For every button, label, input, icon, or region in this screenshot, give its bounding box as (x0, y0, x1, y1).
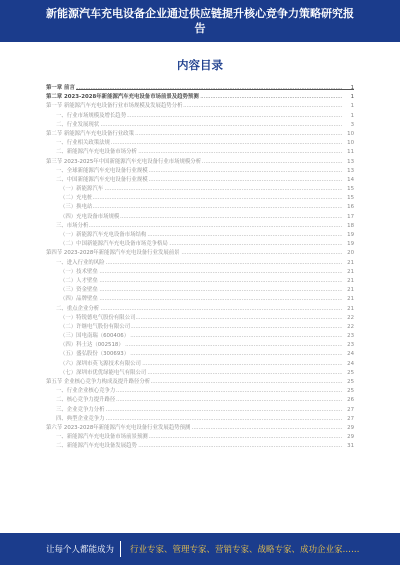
toc-entry[interactable] (46, 268, 354, 277)
report-header (0, 0, 400, 42)
toc-entry-page: 22 (347, 323, 354, 330)
toc-entry[interactable] (46, 194, 354, 203)
toc-entry[interactable] (46, 286, 354, 295)
toc-entry-label: 第二节 新能源汽车充电设备行业政策 (46, 130, 134, 137)
toc-entry[interactable] (46, 442, 354, 451)
toc-entry-page: 21 (347, 268, 354, 275)
toc-entry-label: 一、新能源汽车充电设备市场前景预测 (56, 434, 148, 441)
toc-entry-label: 二、重点企业分析 (56, 305, 100, 312)
toc-entry-page: 26 (347, 397, 354, 404)
toc-entry[interactable] (46, 222, 354, 231)
toc-entry[interactable] (46, 332, 354, 341)
toc-entry-page: 18 (347, 222, 354, 229)
toc-entry[interactable] (46, 112, 354, 121)
table-of-contents (46, 84, 354, 452)
toc-entry-label: （一）技术壁垒 (60, 268, 98, 275)
toc-entry-label: 第六节 2023-2028年新能源汽车充电设备行业发展趋势预测 (46, 424, 191, 431)
toc-entry-page: 21 (347, 277, 354, 284)
report-title-line-1: 新能源汽车充电设备企业通过供应链提升核心竞争力策略研究报 (46, 7, 354, 20)
toc-entry-page: 29 (347, 434, 354, 441)
toc-entry-label: （二）许继电气股份有限公司 (60, 323, 131, 330)
toc-entry-label: 二、中国新能源汽车充电设备行业规模 (56, 176, 148, 183)
toc-entry-page: 25 (347, 379, 354, 385)
toc-entry[interactable] (46, 240, 354, 249)
toc-entry-page: 15 (347, 195, 354, 202)
toc-entry[interactable] (46, 213, 354, 222)
toc-entry-page: 25 (347, 369, 354, 376)
toc-entry[interactable] (46, 433, 354, 442)
footer-expert-list: 行业专家、管理专家、营销专家、战略专家、成功企业家…… (130, 545, 360, 555)
toc-entry[interactable] (46, 360, 354, 369)
toc-entry-label: 一、行业企业核心竞争力 (56, 388, 116, 395)
toc-entry[interactable] (46, 203, 354, 212)
toc-entry-page: 29 (347, 424, 354, 431)
toc-entry-label: （三）国电南瑞（600406） (60, 333, 130, 340)
toc-entry-label: （二）人才壁垒 (60, 277, 98, 284)
toc-entry-page: 10 (347, 130, 354, 137)
toc-entry-label: 第一节 新能源汽车充电设备行业市场规模及发展趋势分析 (46, 103, 183, 110)
toc-entry-label: 一、行业市场规模及增长趋势 (56, 112, 127, 119)
toc-entry-page: 14 (347, 176, 354, 183)
toc-title: 内容目录 (177, 58, 223, 72)
toc-entry-page: 1 (350, 103, 354, 110)
toc-entry-page: 15 (347, 186, 354, 193)
toc-entry-label: 第五节 企业核心竞争力构成及提升路径分析 (46, 379, 151, 385)
toc-entry-label: （六）深圳市英飞源技术有限公司 (60, 360, 141, 367)
toc-entry-label: 一、全球新能源汽车充电设备行业规模 (56, 167, 148, 174)
toc-entry-page: 1 (350, 94, 354, 101)
toc-entry[interactable] (46, 259, 354, 268)
toc-entry-page: 24 (347, 360, 354, 367)
toc-entry[interactable] (46, 424, 354, 433)
toc-entry[interactable] (46, 102, 354, 111)
toc-entry[interactable] (46, 121, 354, 130)
toc-entry-label: 二、核心竞争力提升路径 (56, 397, 116, 404)
toc-entry-page: 1 (350, 112, 354, 119)
toc-entry[interactable] (46, 369, 354, 378)
toc-entry-page: 24 (347, 351, 354, 358)
toc-entry[interactable] (46, 378, 354, 387)
footer-separator (120, 541, 121, 557)
toc-entry-page: 25 (347, 388, 354, 395)
toc-entry-page: 19 (347, 241, 354, 248)
toc-entry[interactable] (46, 350, 354, 359)
toc-entry-label: 三、企业竞争力分析 (56, 406, 105, 413)
toc-entry-page: 23 (347, 342, 354, 349)
toc-entry-label: 第二章 2023-2028年新能源汽车充电设备市场前景及趋势预测 (46, 94, 199, 101)
toc-entry[interactable] (46, 148, 354, 157)
toc-entry[interactable] (46, 305, 354, 314)
toc-entry-label: 四、典型企业竞争力 (56, 415, 105, 422)
toc-entry-page: 19 (347, 232, 354, 238)
toc-entry[interactable] (46, 231, 354, 240)
toc-entry-page: 21 (347, 296, 354, 303)
toc-entry-page: 3 (350, 121, 354, 128)
toc-entry[interactable] (46, 323, 354, 332)
toc-entry[interactable] (46, 176, 354, 185)
toc-entry[interactable] (46, 415, 354, 424)
toc-entry-page: 17 (347, 213, 354, 220)
toc-entry-label: （一）新能源汽车充电设备市场结构 (60, 232, 147, 238)
toc-entry[interactable] (46, 139, 354, 148)
toc-entry-label: （三）换电站 (60, 204, 93, 211)
toc-entry-label: 第三节 2023-2025年中国新能源汽车充电设备行业市场规模分析 (46, 158, 202, 165)
toc-entry-label: 二、新能源汽车充电设备发展趋势 (56, 443, 137, 450)
toc-entry[interactable] (46, 158, 354, 167)
toc-entry[interactable] (46, 130, 354, 139)
toc-entry-label: 二、新能源汽车充电设备市场分析 (56, 149, 137, 156)
toc-entry[interactable] (46, 406, 354, 415)
toc-entry-label: （一）新能源汽车 (60, 186, 104, 193)
toc-entry[interactable] (46, 249, 354, 258)
toc-entry[interactable] (46, 295, 354, 304)
toc-entry-label: 一、进入行业的风险 (56, 259, 105, 266)
toc-entry-page: 10 (347, 140, 354, 147)
report-footer (0, 533, 400, 565)
toc-entry-page: 21 (347, 305, 354, 312)
toc-entry-label: 二、行业发展现状 (56, 121, 100, 128)
toc-entry-label: （二）充电桩 (60, 195, 93, 202)
toc-entry-label: （四）科士达（002518） (60, 342, 124, 349)
toc-entry-page: 21 (347, 259, 354, 266)
toc-entry-label: （五）盛弘股份（300693） (60, 351, 130, 358)
toc-entry[interactable] (46, 277, 354, 286)
toc-entry-page: 1 (350, 85, 354, 91)
toc-entry-page: 23 (347, 333, 354, 340)
toc-entry[interactable] (46, 387, 354, 396)
toc-entry-page: 16 (347, 204, 354, 211)
toc-entry[interactable] (46, 341, 354, 350)
toc-entry-page: 21 (347, 287, 354, 294)
toc-entry-page: 31 (347, 443, 354, 450)
toc-entry-label: （二）中国新能源汽车充电设备市场竞争格局 (60, 241, 168, 248)
toc-entry-page: 22 (347, 314, 354, 321)
toc-entry-label: 一、行业相关政策法规 (56, 140, 110, 147)
toc-entry[interactable] (46, 93, 354, 102)
toc-entry-page: 27 (347, 406, 354, 413)
toc-entry-label: 第一章 前言 (46, 85, 75, 91)
footer-slogan: 让每个人都能成为 (46, 545, 115, 555)
toc-entry[interactable] (46, 167, 354, 176)
toc-entry[interactable] (46, 396, 354, 405)
toc-entry-label: （四）充电设备市场规模 (60, 213, 120, 220)
toc-entry-label: （三）资金壁垒 (60, 287, 98, 294)
toc-entry[interactable] (46, 314, 354, 323)
toc-entry-page: 11 (347, 149, 354, 156)
toc-entry-label: 第四节 2023-2028年新能源汽车充电设备行业发展前景 (46, 250, 180, 257)
toc-entry-label: 三、市场分析 (56, 222, 89, 229)
toc-entry[interactable] (46, 185, 354, 194)
toc-entry[interactable] (46, 84, 354, 93)
report-title-line-2: 告 (194, 22, 206, 35)
toc-entry-label: （七）深圳市优优绿能电气有限公司 (60, 369, 147, 376)
toc-entry-page: 13 (347, 158, 354, 165)
toc-entry-label: （四）品牌壁垒 (60, 296, 98, 303)
toc-entry-label: （一）特锐德电气股份有限公司 (60, 314, 136, 321)
toc-entry-page: 20 (347, 250, 354, 257)
toc-entry-page: 27 (347, 415, 354, 422)
toc-entry-page: 13 (347, 167, 354, 174)
